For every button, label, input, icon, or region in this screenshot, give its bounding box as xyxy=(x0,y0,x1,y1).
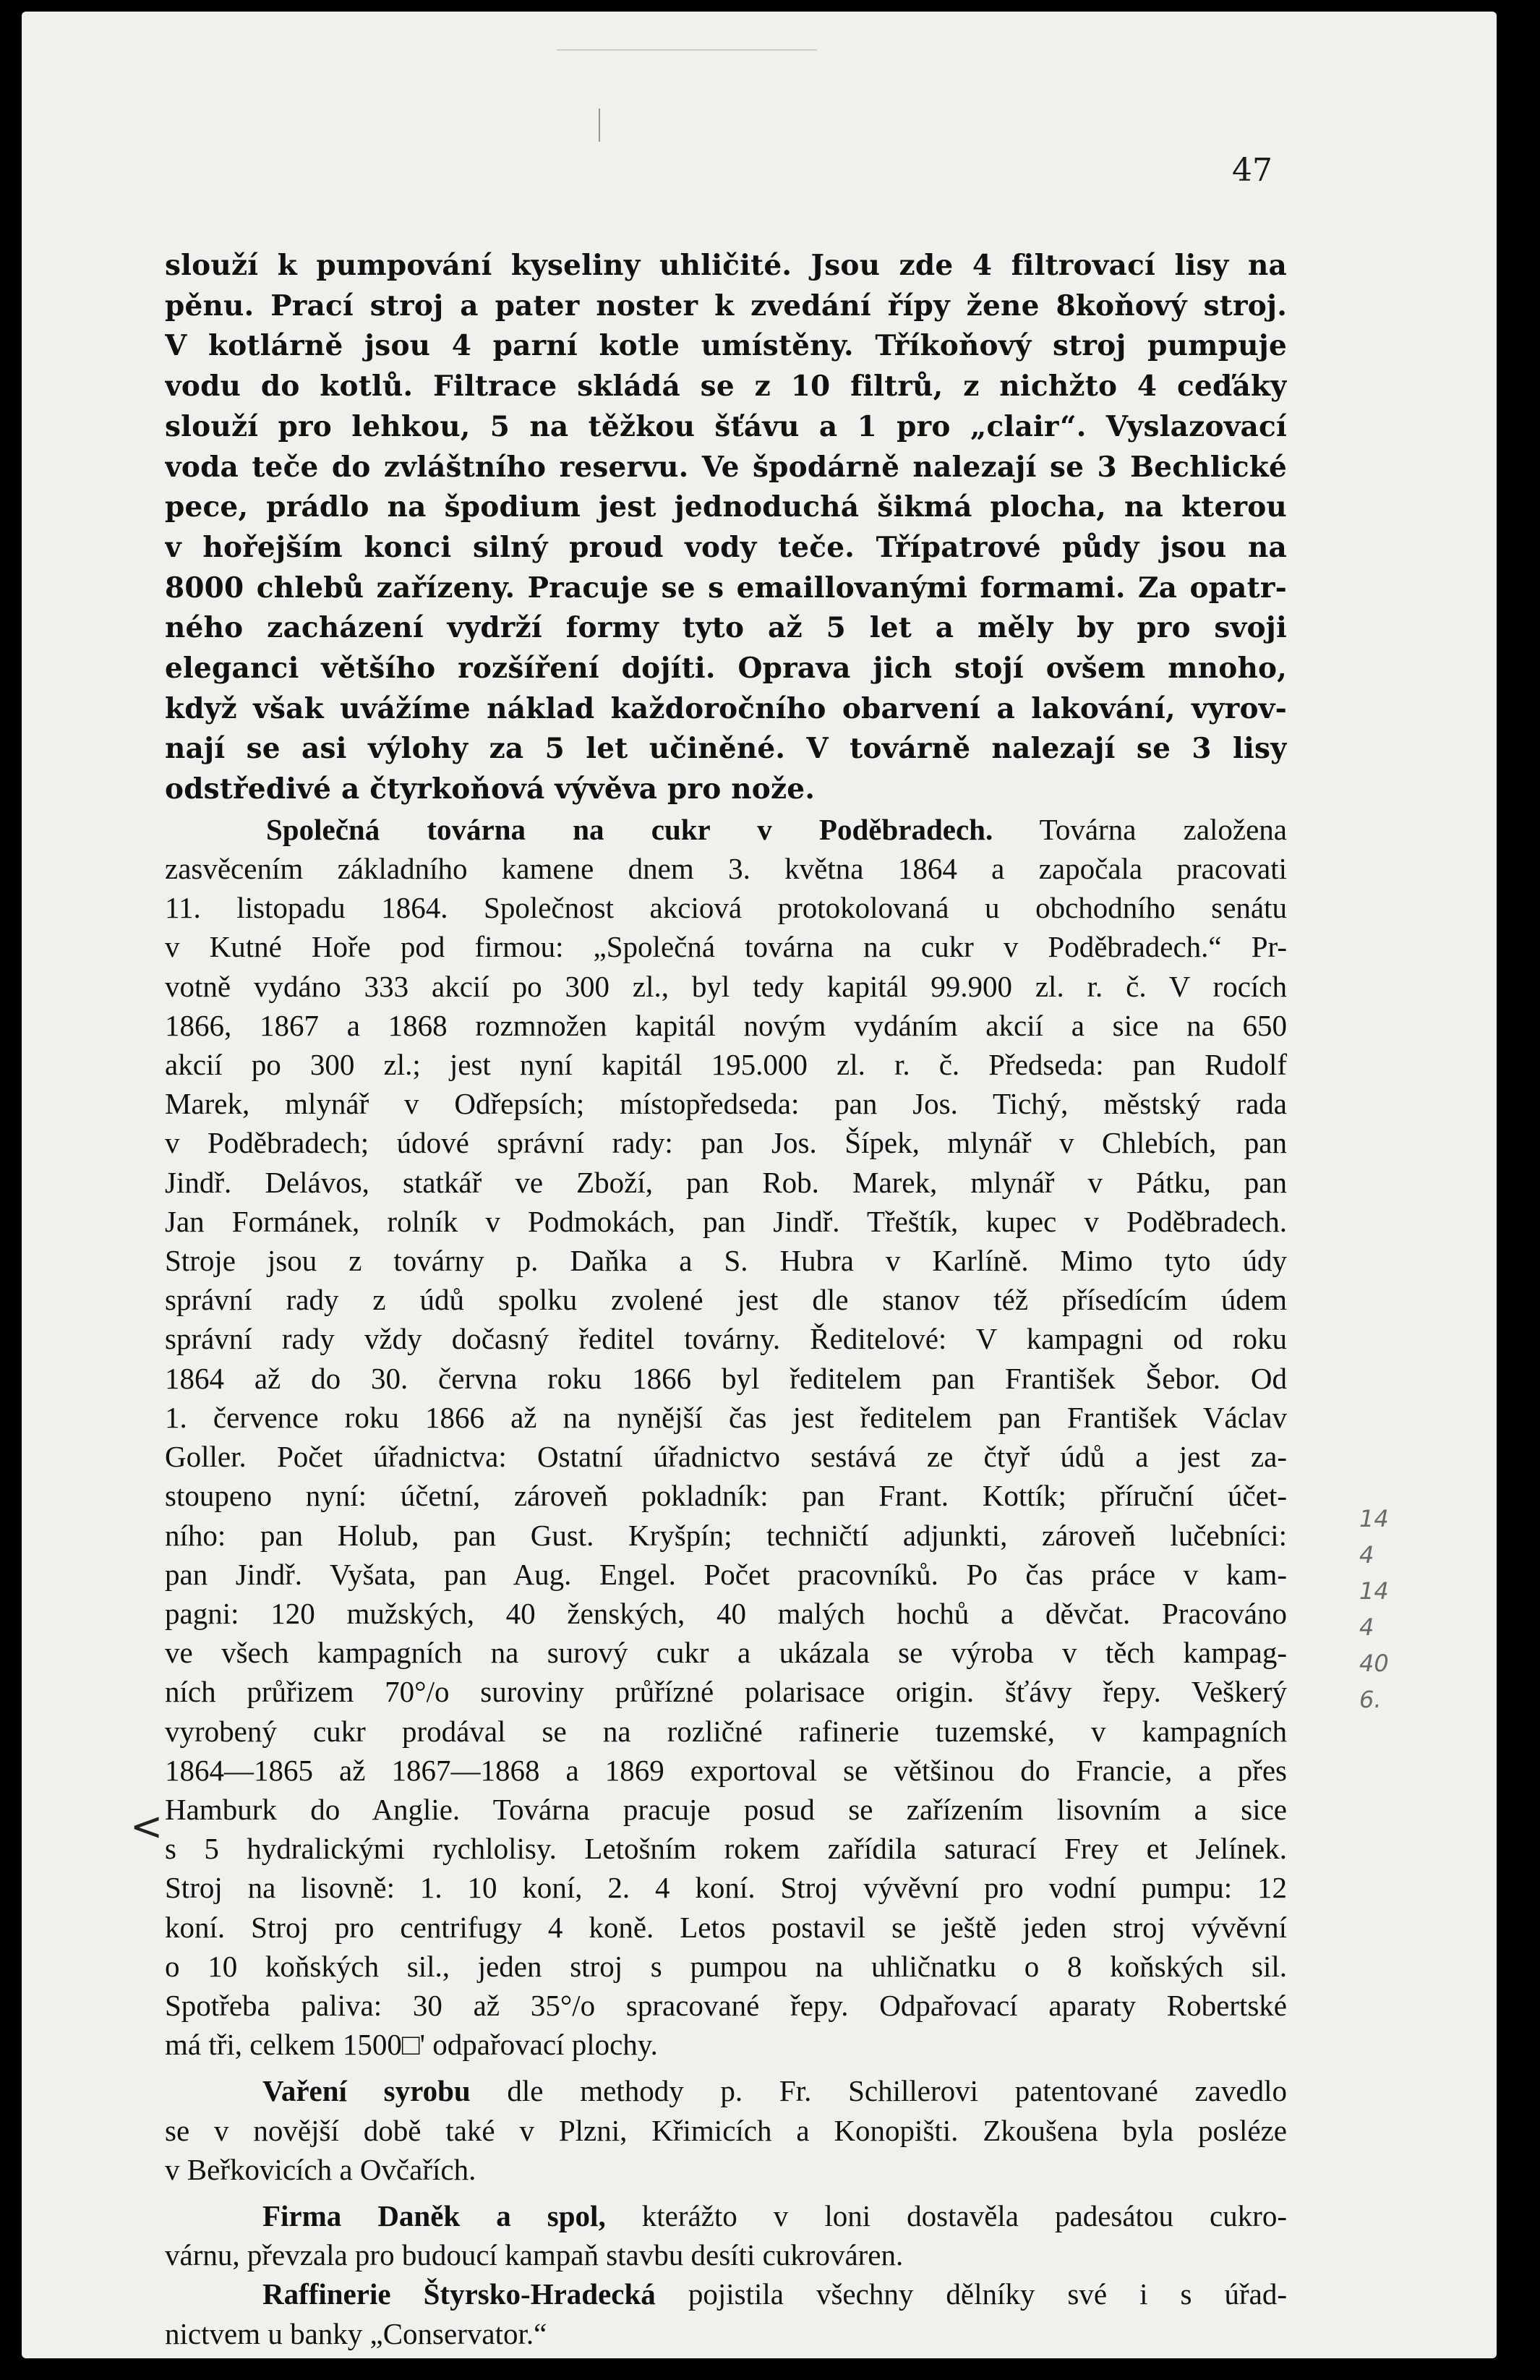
margin-note: 6. xyxy=(1359,1686,1382,1713)
text-line: 1. července roku 1866 až na nynější čas jest ředitelem pan František Václav xyxy=(165,1400,1287,1434)
text-line: nají se asi výlohy za 5 let učiněné. V továrně nalezají se 3 lisy xyxy=(165,732,1287,766)
section-first-line-rest: pojistila všechny dělníky své i s úřad- xyxy=(655,2277,1287,2311)
text-line: Marek, mlynář v Odřepsích; místopředseda: pan Jos. Tichý, městský rada xyxy=(165,1087,1287,1121)
text-line: akcií po 300 zl.; jest nyní kapitál 195.000 zl. r. č. Předseda: pan Rudolf xyxy=(165,1048,1287,1082)
text-line: Goller. Počet úřadnictva: Ostatní úřadnictvo sestává ze čtyř údů a jest za- xyxy=(165,1440,1287,1474)
text-line: nictvem u banky „Conservator.“ xyxy=(165,2316,547,2350)
text-line: vodu do kotlů. Filtrace skládá se z 10 filtrů, z nichžto 4 ceďáky xyxy=(165,370,1287,404)
text-line: V kotlárně jsou 4 parní kotle umístěny. Tříkoňový stroj pumpuje xyxy=(165,329,1287,363)
text-line: v hořejším konci silný proud vody teče. Třípatrové půdy jsou na xyxy=(165,530,1287,564)
text-line: pan Jindř. Vyšata, pan Aug. Engel. Počet pracovníků. Po čas práce v kam- xyxy=(165,1557,1287,1591)
text-line: 8000 chlebů zařízeny. Pracuje se s emaillovanými formami. Za opatr- xyxy=(165,571,1287,605)
text-line: várnu, převzala pro budoucí kampaň stavbu desíti cukrováren. xyxy=(165,2238,904,2272)
text-line: eleganci většího rozšíření dojíti. Oprava jich stojí ovšem mnoho, xyxy=(165,652,1287,686)
text-line: s 5 hydralickými rychlolisy. Letošním rokem zařídila saturací Frey et Jelínek. xyxy=(165,1832,1287,1866)
section-first-line-rest: kterážto v loni dostavěla padesátou cukro- xyxy=(605,2198,1287,2232)
text-line: vyrobený cukr prodával se na rozličné rafinerie tuzemské, v kampagních xyxy=(165,1714,1287,1748)
text-line: stoupeno nyní: účetní, zároveň pokladník: pan Frant. Kottík; příruční účet- xyxy=(165,1479,1287,1513)
text-line: voda teče do zvláštního reservu. Ve špodárně nalezají se 3 Bechlické xyxy=(165,450,1287,484)
text-line: 1866, 1867 a 1868 rozmnožen kapitál novým vydáním akcií a sice na 650 xyxy=(165,1008,1287,1042)
text-line: odstředivé a čtyrkoňová vývěva pro nože. xyxy=(165,772,816,806)
margin-note: 40 xyxy=(1359,1650,1389,1677)
text-line: ného zacházení vydrží formy tyto až 5 let a měly by pro svoji xyxy=(165,611,1287,645)
paragraph-gap xyxy=(165,2064,1287,2071)
text-line: má tři, celkem 1500□' odpařovací plochy. xyxy=(165,2028,658,2062)
text-line: ního: pan Holub, pan Gust. Kryšpín; techničtí adjunkti, zároveň lučebníci: xyxy=(165,1518,1287,1552)
text-line: v Kutné Hoře pod firmou: „Společná továrna na cukr v Poděbradech.“ Pr- xyxy=(165,930,1287,964)
text-line: se v novější době také v Plzni, Křimicích a Konopišti. Zkoušena byla posléze xyxy=(165,2113,1287,2147)
text-line: Stroje jsou z továrny p. Daňka a S. Hubra v Karlíně. Mimo tyto údy xyxy=(165,1244,1287,1278)
faint-top-scan-artifact xyxy=(557,13,817,51)
text-line: votně vydáno 333 akcií po 300 zl., byl tedy kapitál 99.900 zl. r. č. V rocích xyxy=(165,969,1287,1003)
margin-note: 14 xyxy=(1359,1577,1389,1605)
margin-arrow-mark: < xyxy=(130,1804,163,1849)
section-podebrady xyxy=(165,810,1287,2353)
text-line: zasvěcením základního kamene dnem 3. května 1864 a započala pracovati xyxy=(165,852,1287,886)
text-line: pece, prádlo na špodium jest jednoduchá šikmá plocha, na kterou xyxy=(165,490,1287,524)
text-line: 1864 až do 30. června roku 1866 byl ředitelem pan František Šebor. Od xyxy=(165,1361,1287,1395)
section-heading: Vaření syrobu xyxy=(262,2074,471,2108)
margin-note: 14 xyxy=(1359,1505,1389,1532)
section-heading: Společná továrna na cukr v Poděbradech. xyxy=(266,812,993,846)
section-first-line xyxy=(165,2274,1287,2313)
text-line: pagni: 120 mužských, 40 ženských, 40 malých hochů a děvčat. Pracováno xyxy=(165,1596,1287,1630)
section-first-line-rest: dle methody p. Fr. Schillerovi patentované zavedlo xyxy=(470,2074,1287,2108)
text-line: slouží k pumpování kyseliny uhličité. Jsou zde 4 filtrovací lisy na xyxy=(165,249,1287,282)
text-line: v Poděbradech; údové správní rady: pan Jos. Šípek, mlynář v Chlebích, pan xyxy=(165,1126,1287,1160)
text-line: koní. Stroj pro centrifugy 4 koně. Letos postavil se ještě jeden stroj vývěvní xyxy=(165,1910,1287,1944)
text-line: Spotřeba paliva: 30 až 35°/o spracované řepy. Odpařovací aparaty Robertské xyxy=(165,1988,1287,2022)
text-line: Jindř. Delávos, statkář ve Zboží, pan Rob. Marek, mlynář v Pátku, pan xyxy=(165,1165,1287,1199)
text-line: pěnu. Prací stroj a pater noster k zvedání řípy žene 8koňový stroj. xyxy=(165,289,1287,323)
text-line: ních průřizem 70°/o suroviny průřízné polarisace origin. šťávy řepy. Veškerý xyxy=(165,1675,1287,1709)
page-number: 47 xyxy=(1232,152,1272,189)
section-first-line xyxy=(165,810,1287,849)
text-line: správní rady vždy dočasný ředitel továrny. Ředitelové: V kampagni od roku xyxy=(165,1322,1287,1356)
text-line: ve všech kampagních na surový cukr a ukázala se výroba v těch kampag- xyxy=(165,1636,1287,1670)
text-line: 11. listopadu 1864. Společnost akciová protokolovaná u obchodního senátu xyxy=(165,891,1287,925)
text-line: Hamburk do Anglie. Továrna pracuje posud se zařízením lisovním a sice xyxy=(165,1792,1287,1826)
text-line: o 10 koňských sil., jeden stroj s pumpou na uhličnatku o 8 koňských sil. xyxy=(165,1949,1287,1983)
text-line: 1864—1865 až 1867—1868 a 1869 exportoval se většinou do Francie, a přes xyxy=(165,1753,1287,1787)
paragraph-gap xyxy=(165,2189,1287,2196)
margin-note: 4 xyxy=(1359,1541,1374,1569)
section-heading: Raffinerie Štyrsko-Hradecká xyxy=(262,2277,656,2311)
text-line: v Beřkovicích a Ovčařích. xyxy=(165,2152,476,2186)
text-line: když však uvážíme náklad každoročního obarvení a lakování, vyrov- xyxy=(165,691,1287,725)
faint-tick-mark xyxy=(599,108,600,142)
section-heading: Firma Daněk a spol, xyxy=(262,2198,606,2232)
text-line: správní rady z údů spolku zvolené jest dle stanov též přísedícím údem xyxy=(165,1283,1287,1317)
text-line: Jan Formánek, rolník v Podmokách, pan Jindř. Třeštík, kupec v Poděbradech. xyxy=(165,1204,1287,1238)
section-first-line-rest: Továrna založena xyxy=(993,812,1287,846)
section-first-line xyxy=(165,2196,1287,2235)
bold-paragraph xyxy=(165,246,1287,810)
page-body xyxy=(165,246,1287,2353)
handwritten-margin-notes xyxy=(1359,1501,1439,1718)
section-first-line xyxy=(165,2071,1287,2110)
text-line: slouží pro lehkou, 5 na těžkou šťávu a 1 pro „clair“. Vyslazovací xyxy=(165,409,1287,443)
text-line: Stroj na lisovně: 1. 10 koní, 2. 4 koní. Stroj vývěvní pro vodní pumpu: 12 xyxy=(165,1871,1287,1905)
margin-note: 4 xyxy=(1359,1613,1374,1641)
